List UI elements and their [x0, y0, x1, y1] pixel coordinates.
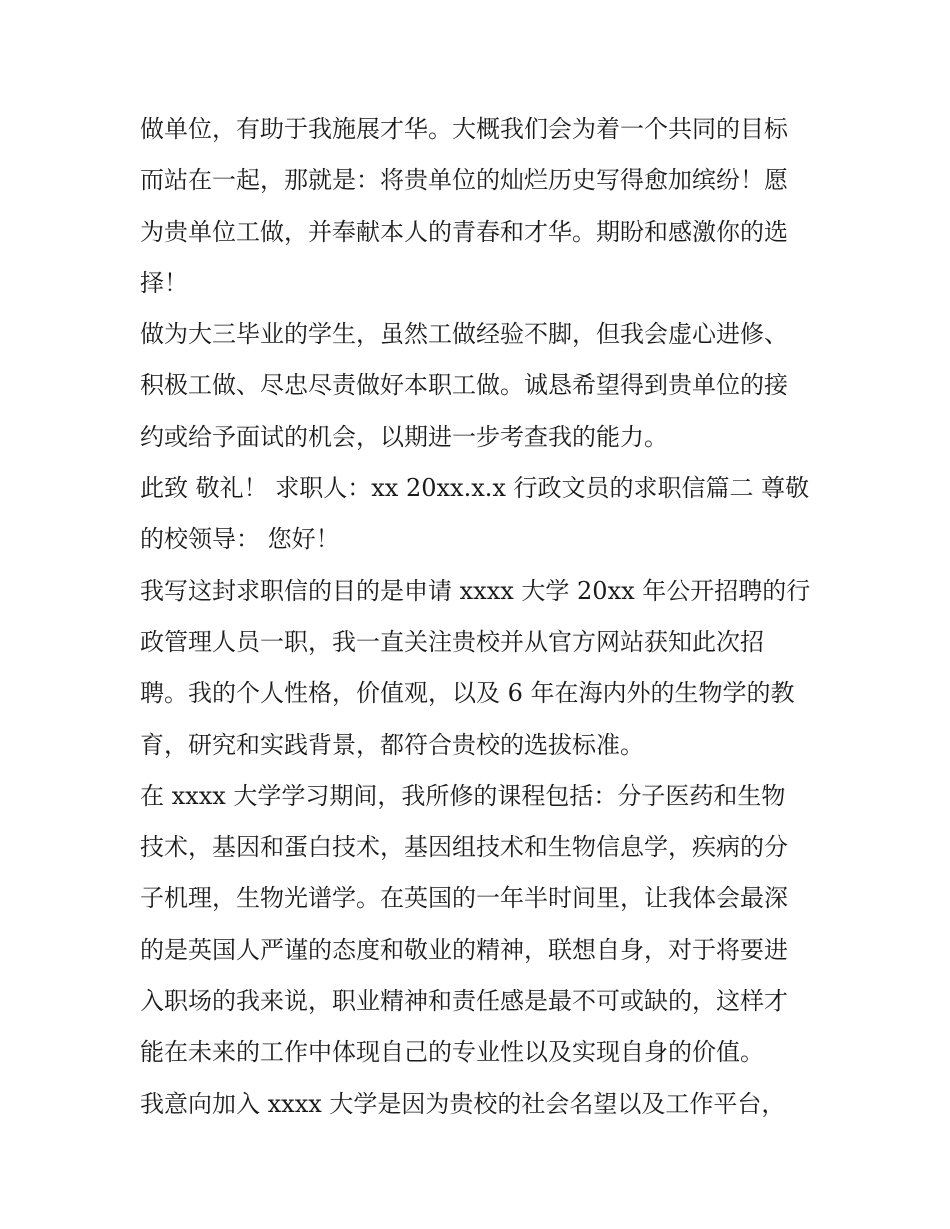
text-line: 为贵单位工做，并奉献本人的青春和才华。期盼和感激你的选	[140, 217, 788, 246]
text-line: 我写这封求职信的目的是申请 xxxx 大学 20xx 年公开招聘的行	[140, 576, 811, 605]
text-line: 此致 敬礼！ 求职人：xx 20xx.x.x 行政文员的求职信篇二 尊敬	[140, 474, 810, 503]
text-line: 育，研究和实践背景，都符合贵校的选拔标准。	[140, 730, 644, 759]
text-line: 我意向加入 xxxx 大学是因为贵校的社会名望以及工作平台，	[140, 1089, 786, 1118]
text-line: 的校领导： 您好！	[140, 525, 340, 554]
text-line: 聘。我的个人性格，价值观，以及 6 年在海内外的生物学的教	[140, 679, 795, 708]
text-line: 做单位，有助于我施展才华。大概我们会为着一个共同的目标	[140, 115, 788, 143]
text-line: 政管理人员一职，我一直关注贵校并从官方网站获知此次招	[140, 627, 764, 656]
text-line: 积极工做、尽忠尽责做好本职工做。诚恳希望得到贵单位的接	[140, 371, 788, 400]
text-line: 子机理，生物光谱学。在英国的一年半时间里，让我体会最深	[140, 884, 788, 913]
text-line: 择！	[140, 268, 188, 297]
text-line: 能在未来的工作中体现自己的专业性以及实现自身的价值。	[140, 1038, 764, 1067]
text-line: 在 xxxx 大学学习期间，我所修的课程包括：分子医药和生物	[140, 781, 786, 810]
letter-body	[140, 104, 820, 1130]
text-line: 而站在一起，那就是：将贵单位的灿烂历史写得愈加缤纷！愿	[140, 166, 788, 195]
text-line: 的是英国人严谨的态度和敬业的精神，联想自身，对于将要进	[140, 935, 788, 964]
text-line: 入职场的我来说，职业精神和责任感是最不可或缺的，这样才	[140, 987, 788, 1016]
text-line: 约或给予面试的机会，以期进一步考查我的能力。	[140, 422, 668, 451]
text-line: 做为大三毕业的学生，虽然工做经验不脚，但我会虚心进修、	[140, 320, 788, 349]
text-line: 技术，基因和蛋白技术，基因组技术和生物信息学，疾病的分	[140, 833, 788, 862]
